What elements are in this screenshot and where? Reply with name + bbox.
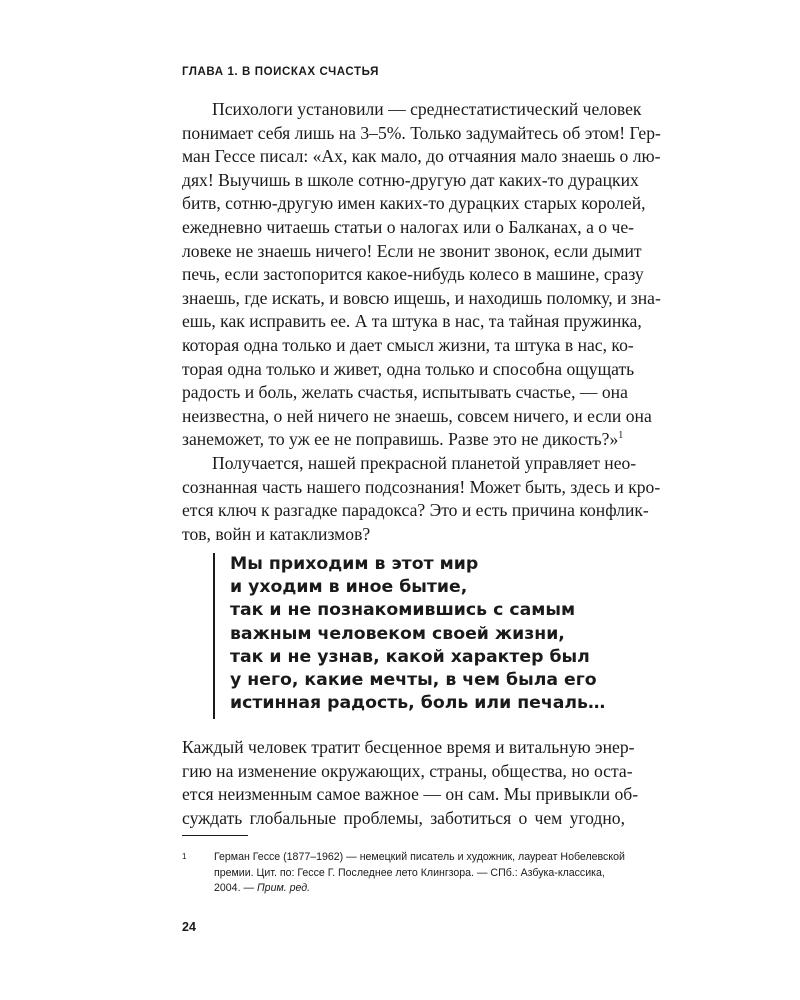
footnote-line: Герман Гессе (1877–1962) — немецкий писатель и художник, лауреат Нобелевской bbox=[214, 851, 625, 863]
quote-line: так и не узнав, какой характер был bbox=[230, 646, 590, 667]
paragraph-line: Психологи установили — среднестатистический человек bbox=[212, 99, 642, 119]
paragraph-line: торая одна только и живет, одна только и способна ощущать bbox=[182, 358, 635, 379]
quote-line: Мы приходим в этот мир bbox=[230, 554, 479, 574]
paragraph-line: неизвестна, о ней ничего не знаешь, совсем ничего, и если она bbox=[182, 405, 652, 426]
paragraph-line: ешь, как исправить ее. А та штука в нас, та тайная пружинка, bbox=[182, 311, 642, 332]
footnote-editor-note: Прим. ред. bbox=[257, 882, 311, 894]
running-head: ГЛАВА 1. В ПОИСКАХ СЧАСТЬЯ bbox=[182, 66, 379, 78]
paragraph-line: ется неизменным самое важное — он сам. Мы привыкли об- bbox=[182, 784, 639, 805]
paragraph-line: ется ключ к разгадке парадокса? Это и есть причина конфлик- bbox=[182, 500, 649, 521]
text-block-top bbox=[182, 98, 661, 546]
paragraph-line: тов, войн и катаклизмов? bbox=[182, 523, 371, 544]
paragraph-line: понимает себя лишь на 3–5%. Только задумайтесь об этом! Гер- bbox=[182, 122, 661, 143]
quote-line: и уходим в иное бытие, bbox=[230, 577, 468, 598]
footnote-divider bbox=[182, 835, 248, 836]
page-number: 24 bbox=[182, 920, 196, 934]
footnote-line: премии. Цит. по: Гессе Г. Последнее лето Клингзора. — СПб.: Азбука-классика, bbox=[214, 866, 605, 879]
footnote bbox=[182, 850, 642, 897]
paragraph-line: суждать глобальные проблемы, заботиться о чем угодно, bbox=[182, 807, 625, 828]
paragraph-line: ежедневно читаешь статьи о налогах или о Балканах, а о че- bbox=[182, 216, 634, 237]
paragraph-line: ловеке не знаешь ничего! Если не звонит звонок, если дымит bbox=[182, 240, 642, 261]
quote-line: так и не познакомившись с самым bbox=[230, 600, 576, 621]
paragraph-line: знаешь, где искать, и вовсю ищешь, и находишь поломку, и зна- bbox=[182, 287, 661, 308]
paragraph-line-text: занеможет, то уж ее не поправишь. Разве это не дикость?» bbox=[182, 429, 619, 450]
paragraph-line: которая одна только и дает смысл жизни, та штука в нас, ко- bbox=[182, 334, 634, 355]
paragraph-line: печь, если застопорится какое-нибудь колесо в машине, сразу bbox=[182, 264, 644, 285]
text-block-bottom bbox=[182, 736, 639, 830]
footnote-reference[interactable]: 1 bbox=[618, 430, 624, 442]
paragraph-line: ман Гессе писал: «Ах, как мало, до отчаяния мало знаешь о лю- bbox=[182, 146, 661, 167]
paragraph-line: дях! Выучишь в школе сотню-другую дат каких-то дурацких bbox=[182, 169, 639, 190]
paragraph-line: битв, сотню-другую имен каких-то дурацких старых королей, bbox=[182, 193, 646, 214]
paragraph-line: Каждый человек тратит бесценное время и витальную энер- bbox=[182, 737, 635, 757]
footnote-line-text: 2004. — bbox=[214, 882, 257, 894]
paragraph-line: сознанная часть нашего подсознания! Может быть, здесь и кро- bbox=[182, 476, 661, 497]
paragraph-line: гию на изменение окружающих, страны, общества, но оста- bbox=[182, 760, 633, 781]
quote-line: истинная радость, боль или печаль… bbox=[230, 693, 606, 714]
footnote-line-last bbox=[214, 881, 642, 897]
footnote-body bbox=[214, 850, 642, 897]
paragraph-line-with-footnote bbox=[182, 428, 625, 452]
footnote-number: 1 bbox=[182, 852, 187, 861]
quote-line: у него, какие мечты, в чем была его bbox=[230, 670, 597, 691]
quote-line: важным человеком своей жизни, bbox=[230, 623, 565, 644]
pull-quote bbox=[213, 553, 625, 719]
paragraph-line: Получается, нашей прекрасной планетой управляет нео- bbox=[212, 452, 637, 473]
paragraph-line: радость и боль, желать счастья, испытывать счастье, — она bbox=[182, 382, 628, 403]
